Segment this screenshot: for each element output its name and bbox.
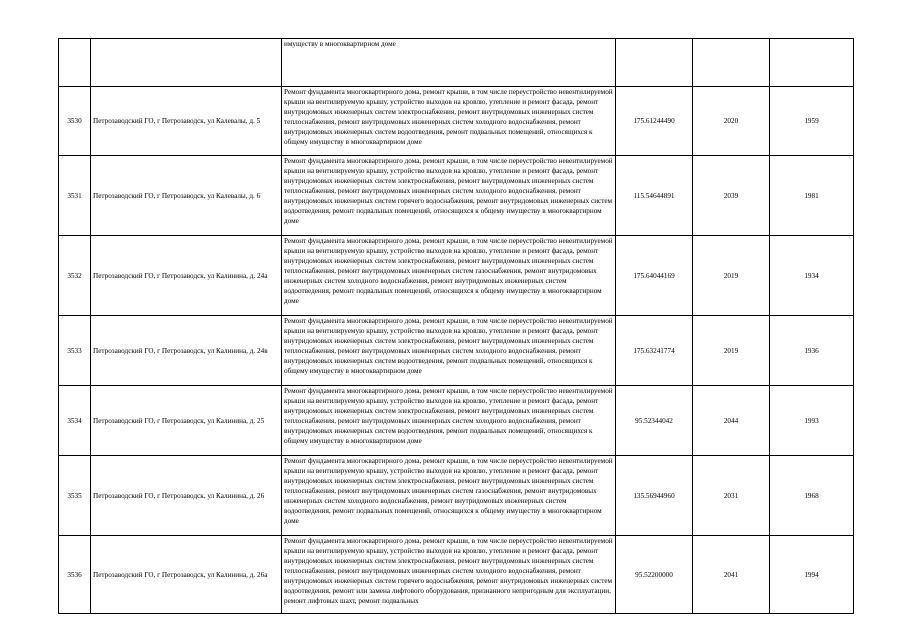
cost-cell: 135.56944960 <box>616 456 693 536</box>
table-row <box>59 39 854 87</box>
row-number: 3533 <box>59 316 91 386</box>
address-cell: Петрозаводский ГО, г Петрозаводск, ул Калевалы, д. 6 <box>91 156 282 236</box>
works-cell: Ремонт фундамента многоквартирного дома, ремонт крыши, в том числе переустройство невентилируемой крыши на вентилируемую крышу, устройство выходов на кровлю, утепление и ремонт фасада, ремонт внутридомовых инженерных систем электроснабжения, ремонт внутридомовых инженерных систем теплоснабжения, ремонт внутридомовых инженерных систем холодного водоснабжения, ремонт внутридомовых инженерных систем водоотведения, ремонт подвальных помещений, относящихся к общему имуществу в многоквартирном доме <box>282 386 616 456</box>
register-table <box>58 38 854 614</box>
cost-cell: 175.63241774 <box>616 316 693 386</box>
works-cell: Ремонт фундамента многоквартирного дома, ремонт крыши, в том числе переустройство невентилируемой крыши на вентилируемую крышу, устройство выходов на кровлю, утепление и ремонт фасада, ремонт внутридомовых инженерных систем электроснабжения, ремонт внутридомовых инженерных систем теплоснабжения, ремонт внутридомовых инженерных систем холодного водоснабжения, ремонт внутридомовых инженерных систем горячего водоснабжения, ремонт внутридомовых инженерных систем водоотведения, ремонт подвальных помещений, относящихся к общему имуществу в многоквартирном доме <box>282 156 616 236</box>
works-cell: имуществу в многоквартирном доме <box>282 39 616 87</box>
table-row <box>59 456 854 536</box>
address-cell: Петрозаводский ГО, г Петрозаводск, ул Калинина, д. 25 <box>91 386 282 456</box>
table-row <box>59 156 854 236</box>
build-year-cell: 1993 <box>770 386 854 456</box>
cost-cell: 175.64044169 <box>616 236 693 316</box>
cost-cell: 115.54644891 <box>616 156 693 236</box>
works-cell: Ремонт фундамента многоквартирного дома, ремонт крыши, в том числе переустройство невентилируемой крыши на вентилируемую крышу, устройство выходов на кровлю, утепление и ремонт фасада, ремонт внутридомовых инженерных систем электроснабжения, ремонт внутридомовых инженерных систем теплоснабжения, ремонт внутридомовых инженерных систем холодного водоснабжения, ремонт внутридомовых инженерных систем горячего водоснабжения, ремонт внутридомовых инженерных систем водоотведения, ремонт или замена лифтового оборудования, признанного непригодным для эксплуатации, ремонт лифтовых шахт, ремонт подвальных <box>282 536 616 614</box>
row-number: 3531 <box>59 156 91 236</box>
cost-cell: 95.52344042 <box>616 386 693 456</box>
cost-cell: 175.61244490 <box>616 87 693 156</box>
cost-cell <box>616 39 693 87</box>
planned-year-cell <box>693 39 770 87</box>
address-cell: Петрозаводский ГО, г Петрозаводск, ул Калевалы, д. 5 <box>91 87 282 156</box>
address-cell: Петрозаводский ГО, г Петрозаводск, ул Калинина, д. 26 <box>91 456 282 536</box>
row-number: 3530 <box>59 87 91 156</box>
planned-year-cell: 2019 <box>693 316 770 386</box>
build-year-cell: 1936 <box>770 316 854 386</box>
planned-year-cell: 2031 <box>693 456 770 536</box>
build-year-cell <box>770 39 854 87</box>
cost-cell: 95.52200000 <box>616 536 693 614</box>
planned-year-cell: 2019 <box>693 236 770 316</box>
row-number: 3534 <box>59 386 91 456</box>
address-cell: Петрозаводский ГО, г Петрозаводск, ул Калинина, д. 24в <box>91 316 282 386</box>
build-year-cell: 1968 <box>770 456 854 536</box>
planned-year-cell: 2041 <box>693 536 770 614</box>
table-row <box>59 236 854 316</box>
planned-year-cell: 2044 <box>693 386 770 456</box>
address-cell <box>91 39 282 87</box>
works-cell: Ремонт фундамента многоквартирного дома, ремонт крыши, в том числе переустройство невентилируемой крыши на вентилируемую крышу, устройство выходов на кровлю, утепление и ремонт фасада, ремонт внутридомовых инженерных систем электроснабжения, ремонт внутридомовых инженерных систем теплоснабжения, ремонт внутридомовых инженерных систем холодного водоснабжения, ремонт внутридомовых инженерных систем водоотведения, ремонт подвальных помещений, относящихся к общему имуществу в многоквартирном доме <box>282 87 616 156</box>
build-year-cell: 1994 <box>770 536 854 614</box>
works-cell: Ремонт фундамента многоквартирного дома, ремонт крыши, в том числе переустройство невентилируемой крыши на вентилируемую крышу, устройство выходов на кровлю, утепление и ремонт фасада, ремонт внутридомовых инженерных систем электроснабжения, ремонт внутридомовых инженерных систем теплоснабжения, ремонт внутридомовых инженерных систем газоснабжения, ремонт внутридомовых инженерных систем холодного водоснабжения, ремонт внутридомовых инженерных систем водоотведения, ремонт подвальных помещений, относящихся к общему имуществу в многоквартирном доме <box>282 236 616 316</box>
table-row <box>59 87 854 156</box>
build-year-cell: 1934 <box>770 236 854 316</box>
row-number: 3535 <box>59 456 91 536</box>
row-number: 3532 <box>59 236 91 316</box>
build-year-cell: 1959 <box>770 87 854 156</box>
table-row <box>59 536 854 614</box>
table-row <box>59 386 854 456</box>
planned-year-cell: 2020 <box>693 87 770 156</box>
address-cell: Петрозаводский ГО, г Петрозаводск, ул Калинина, д. 26а <box>91 536 282 614</box>
planned-year-cell: 2039 <box>693 156 770 236</box>
works-cell: Ремонт фундамента многоквартирного дома, ремонт крыши, в том числе переустройство невентилируемой крыши на вентилируемую крышу, устройство выходов на кровлю, утепление и ремонт фасада, ремонт внутридомовых инженерных систем электроснабжения, ремонт внутридомовых инженерных систем теплоснабжения, ремонт внутридомовых инженерных систем газоснабжения, ремонт внутридомовых инженерных систем холодного водоснабжения, ремонт внутридомовых инженерных систем водоотведения, ремонт подвальных помещений, относящихся к общему имуществу в многоквартирном доме <box>282 456 616 536</box>
build-year-cell: 1981 <box>770 156 854 236</box>
row-number <box>59 39 91 87</box>
row-number: 3536 <box>59 536 91 614</box>
works-cell: Ремонт фундамента многоквартирного дома, ремонт крыши, в том числе переустройство невентилируемой крыши на вентилируемую крышу, устройство выходов на кровлю, утепление и ремонт фасада, ремонт внутридомовых инженерных систем электроснабжения, ремонт внутридомовых инженерных систем теплоснабжения, ремонт внутридомовых инженерных систем холодного водоснабжения, ремонт внутридомовых инженерных систем водоотведения, ремонт подвальных помещений, относящихся к общему имуществу в многоквартирном доме <box>282 316 616 386</box>
table-row <box>59 316 854 386</box>
address-cell: Петрозаводский ГО, г Петрозаводск, ул Калинина, д. 24а <box>91 236 282 316</box>
